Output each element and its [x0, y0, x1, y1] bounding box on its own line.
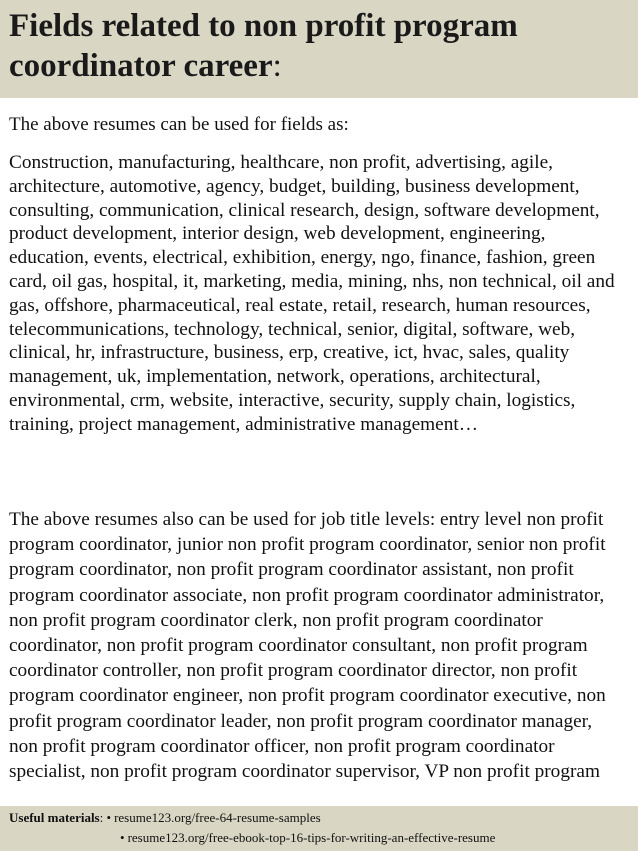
fields-paragraph: Construction, manufacturing, healthcare, non profit, advertising, agile, architecture, automotive, agency, budget, building, business development, consulting, communication, clinical research, design, software development, product development, interior design, web development, engineering, education, events, electrical, exhibition, energy, ngo, finance, fashion, green card, oil gas, hospital, it, marketing, media, mining, nhs, non technical, oil and gas, offshore, pharmaceutical, real estate, retail, research, human resources, telecommunications, technology, technical, senior, digital, software, web, clinical, hr, infrastructure, business, erp, creative, ict, hvac, sales, quality management, uk, implementation, network, operations, architectural, environmental, crm, website, interactive, security, supply chain, logistics, training, project management, administrative management… [9, 152, 615, 435]
footer-row-2 [120, 828, 495, 847]
footer-row-1 [9, 808, 321, 827]
useful-materials-separator: : [99, 810, 104, 825]
useful-materials-footer [0, 806, 638, 851]
page-title-colon: : [272, 48, 282, 84]
intro-text: The above resumes can be used for fields as: [9, 114, 349, 135]
job-levels-paragraph: The above resumes also can be used for job title levels: entry level non profit program coordinator, junior non profit program coordinator, senior non profit program coordinator, non profit program coordinator assistant, non profit program coordinator associate, non profit program coordinator administrator, non profit program coordinator clerk, non profit program coordinator coordinator, non profit program coordinator consultant, non profit program coordinator controller, non profit program coordinator director, non profit program coordinator engineer, non profit program coordinator executive, non profit program coordinator leader, non profit program coordinator manager, non profit program coordinator officer, non profit program coordinator specialist, non profit program coordinator supervisor, VP non profit program [9, 509, 606, 783]
useful-materials-label: Useful materials [9, 810, 100, 825]
bullet-icon: • [106, 810, 112, 825]
footer-link-ebook[interactable]: resume123.org/free-ebook-top-16-tips-for-writing-an-effective-resume [127, 830, 496, 845]
page-title-text: Fields related to non profit program coordinator career [9, 8, 518, 84]
footer-link-resume-samples[interactable]: resume123.org/free-64-resume-samples [114, 810, 321, 825]
bullet-icon: • [120, 830, 125, 845]
